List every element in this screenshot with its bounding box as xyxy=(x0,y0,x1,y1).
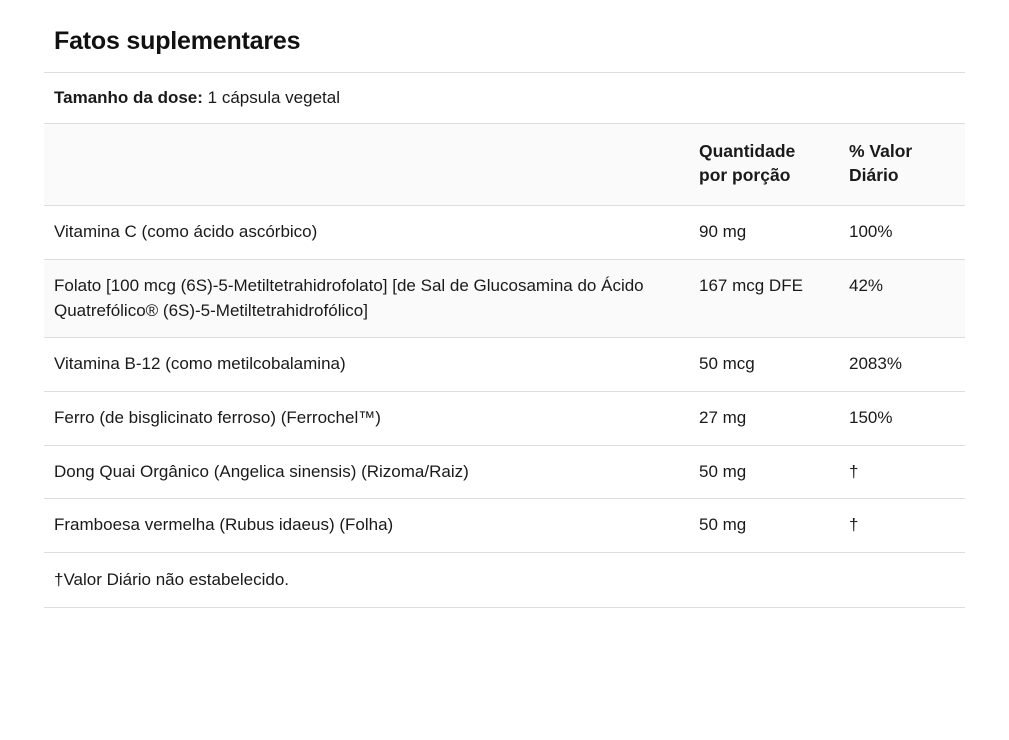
nutrient-amount: 50 mg xyxy=(689,499,839,553)
table-row xyxy=(44,206,965,260)
footnote: †Valor Diário não estabelecido. xyxy=(54,569,289,589)
nutrient-name: Framboesa vermelha (Rubus idaeus) (Folha) xyxy=(44,499,689,553)
nutrient-daily-value: † xyxy=(839,445,965,499)
column-header-nutrient xyxy=(44,124,689,206)
serving-size-label: Tamanho da dose: xyxy=(54,88,203,107)
serving-size xyxy=(44,73,965,123)
column-header-amount-line2: por porção xyxy=(699,164,791,185)
nutrient-amount: 27 mg xyxy=(689,391,839,445)
nutrient-amount: 50 mcg xyxy=(689,338,839,392)
nutrient-name: Vitamina B-12 (como metilcobalamina) xyxy=(44,338,689,392)
column-header-amount xyxy=(689,124,839,206)
nutrient-daily-value: 150% xyxy=(839,391,965,445)
serving-size-value: 1 cápsula vegetal xyxy=(207,88,340,107)
nutrient-name: Ferro (de bisglicinato ferroso) (Ferrochel™) xyxy=(44,391,689,445)
column-header-daily-value-line2: Diário xyxy=(849,164,899,185)
column-header-daily-value xyxy=(839,124,965,206)
table-header-row xyxy=(44,124,965,206)
page-title: Fatos suplementares xyxy=(54,27,301,55)
nutrient-amount: 90 mg xyxy=(689,206,839,260)
table-row xyxy=(44,499,965,553)
table-row xyxy=(44,391,965,445)
divider xyxy=(44,607,965,608)
nutrient-daily-value: 100% xyxy=(839,206,965,260)
column-header-amount-line1: Quantidade xyxy=(699,141,796,162)
table-row xyxy=(44,445,965,499)
nutrient-amount: 167 mcg DFE xyxy=(689,259,839,337)
table-row xyxy=(44,259,965,337)
column-header-daily-value-line1: % Valor xyxy=(849,141,913,162)
nutrient-name: Dong Quai Orgânico (Angelica sinensis) (Rizoma/Raiz) xyxy=(44,445,689,499)
nutrient-amount: 50 mg xyxy=(689,445,839,499)
table-row xyxy=(44,338,965,392)
nutrient-name: Vitamina C (como ácido ascórbico) xyxy=(44,206,689,260)
nutrient-daily-value: 42% xyxy=(839,259,965,337)
nutrient-name: Folato [100 mcg (6S)-5-Metiltetrahidrofolato] [de Sal de Glucosamina do Ácido Quatrefólico® (6S)-5-Metiltetrahidrofólico] xyxy=(44,259,689,337)
nutrient-daily-value: † xyxy=(839,499,965,553)
supplement-facts-panel xyxy=(44,14,965,608)
nutrient-daily-value: 2083% xyxy=(839,338,965,392)
supplement-facts-table xyxy=(44,124,965,553)
